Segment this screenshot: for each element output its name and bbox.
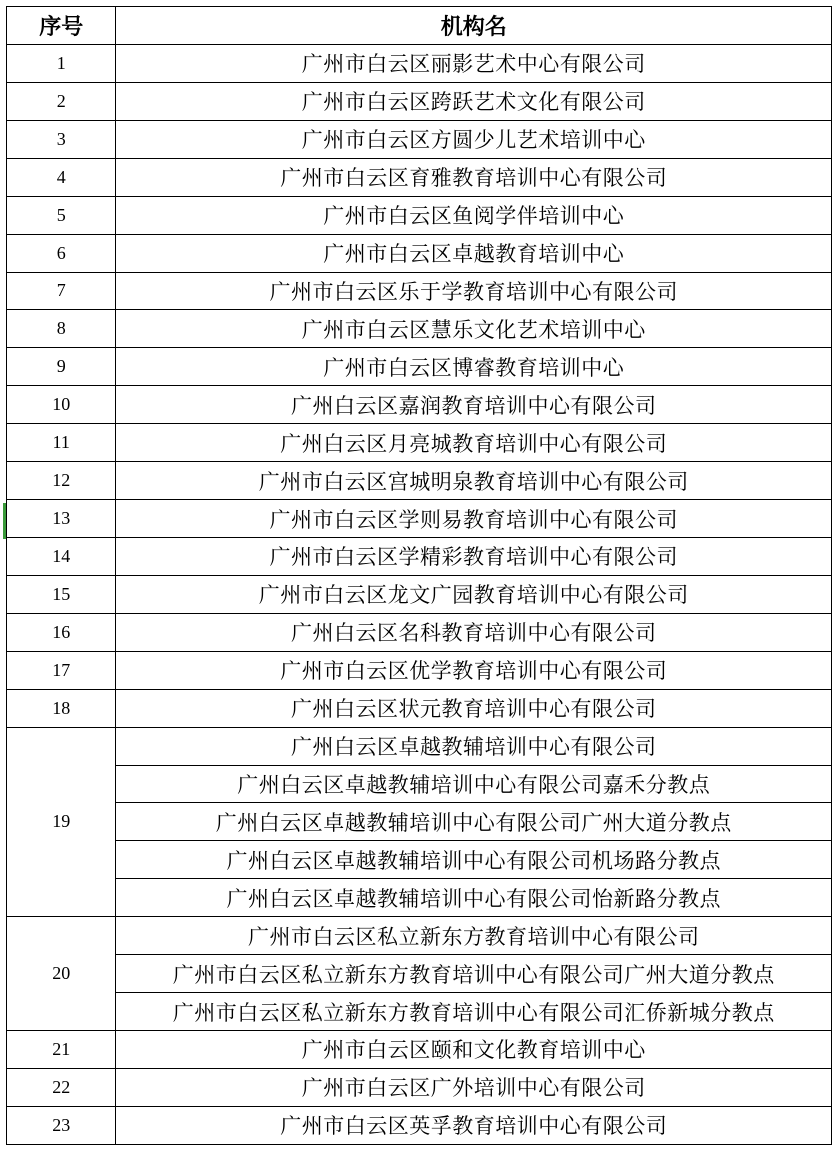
table-row bbox=[7, 765, 832, 803]
row-index-cell[interactable]: 16 bbox=[7, 613, 116, 651]
institution-name-cell[interactable]: 广州市白云区英孚教育培训中心有限公司 bbox=[116, 1106, 832, 1144]
row-index-cell[interactable]: 23 bbox=[7, 1106, 116, 1144]
table-row bbox=[7, 841, 832, 879]
institution-name-cell[interactable]: 广州市白云区宫城明泉教育培训中心有限公司 bbox=[116, 462, 832, 500]
table-row bbox=[7, 82, 832, 120]
table-row bbox=[7, 386, 832, 424]
table-row bbox=[7, 879, 832, 917]
table-row bbox=[7, 917, 832, 955]
table-row bbox=[7, 613, 832, 651]
institution-name-cell[interactable]: 广州市白云区慧乐文化艺术培训中心 bbox=[116, 310, 832, 348]
row-index-cell[interactable]: 2 bbox=[7, 82, 116, 120]
table-row bbox=[7, 234, 832, 272]
institution-name-cell[interactable]: 广州白云区嘉润教育培训中心有限公司 bbox=[116, 386, 832, 424]
table-row bbox=[7, 575, 832, 613]
institution-name-cell[interactable]: 广州白云区卓越教辅培训中心有限公司怡新路分教点 bbox=[116, 879, 832, 917]
row-index-cell[interactable]: 13 bbox=[7, 500, 116, 538]
institution-name-cell[interactable]: 广州白云区名科教育培训中心有限公司 bbox=[116, 613, 832, 651]
row-index-cell[interactable]: 22 bbox=[7, 1068, 116, 1106]
header-name[interactable]: 机构名 bbox=[116, 7, 832, 45]
institution-name-cell[interactable]: 广州市白云区方圆少儿艺术培训中心 bbox=[116, 120, 832, 158]
table-row bbox=[7, 424, 832, 462]
row-index-cell[interactable]: 14 bbox=[7, 537, 116, 575]
table-row bbox=[7, 158, 832, 196]
table-row bbox=[7, 272, 832, 310]
institution-name-cell[interactable]: 广州市白云区博睿教育培训中心 bbox=[116, 348, 832, 386]
institution-name-cell[interactable]: 广州市白云区育雅教育培训中心有限公司 bbox=[116, 158, 832, 196]
institution-name-cell[interactable]: 广州白云区卓越教辅培训中心有限公司机场路分教点 bbox=[116, 841, 832, 879]
institution-name-cell[interactable]: 广州白云区月亮城教育培训中心有限公司 bbox=[116, 424, 832, 462]
table-row bbox=[7, 803, 832, 841]
row-index-cell[interactable]: 12 bbox=[7, 462, 116, 500]
institution-name-cell[interactable]: 广州白云区卓越教辅培训中心有限公司嘉禾分教点 bbox=[116, 765, 832, 803]
institution-name-cell[interactable]: 广州市白云区学则易教育培训中心有限公司 bbox=[116, 500, 832, 538]
table-row bbox=[7, 500, 832, 538]
institution-name-cell[interactable]: 广州市白云区私立新东方教育培训中心有限公司广州大道分教点 bbox=[116, 955, 832, 993]
institution-name-cell[interactable]: 广州市白云区鱼阅学伴培训中心 bbox=[116, 196, 832, 234]
institution-name-cell[interactable]: 广州市白云区乐于学教育培训中心有限公司 bbox=[116, 272, 832, 310]
institution-name-cell[interactable]: 广州市白云区私立新东方教育培训中心有限公司汇侨新城分教点 bbox=[116, 993, 832, 1031]
row-index-cell[interactable]: 3 bbox=[7, 120, 116, 158]
row-index-cell[interactable]: 7 bbox=[7, 272, 116, 310]
row-index-cell[interactable]: 18 bbox=[7, 689, 116, 727]
header-index[interactable]: 序号 bbox=[7, 7, 116, 45]
table-row bbox=[7, 727, 832, 765]
row-index-cell[interactable]: 1 bbox=[7, 45, 116, 83]
row-index-cell[interactable]: 9 bbox=[7, 348, 116, 386]
row-index-cell[interactable]: 15 bbox=[7, 575, 116, 613]
table-row bbox=[7, 651, 832, 689]
row-index-cell[interactable]: 10 bbox=[7, 386, 116, 424]
row-index-cell[interactable]: 17 bbox=[7, 651, 116, 689]
table-row bbox=[7, 1030, 832, 1068]
institution-name-cell[interactable]: 广州市白云区优学教育培训中心有限公司 bbox=[116, 651, 832, 689]
institution-name-cell[interactable]: 广州市白云区卓越教育培训中心 bbox=[116, 234, 832, 272]
table-row bbox=[7, 537, 832, 575]
table-row bbox=[7, 310, 832, 348]
institution-name-cell[interactable]: 广州市白云区广外培训中心有限公司 bbox=[116, 1068, 832, 1106]
table-row bbox=[7, 1068, 832, 1106]
institution-table bbox=[6, 6, 832, 1145]
institution-name-cell[interactable]: 广州市白云区私立新东方教育培训中心有限公司 bbox=[116, 917, 832, 955]
row-index-cell[interactable]: 21 bbox=[7, 1030, 116, 1068]
institution-name-cell[interactable]: 广州白云区卓越教辅培训中心有限公司 bbox=[116, 727, 832, 765]
row-index-cell[interactable]: 6 bbox=[7, 234, 116, 272]
row-index-cell[interactable]: 5 bbox=[7, 196, 116, 234]
table-row bbox=[7, 45, 832, 83]
table-row bbox=[7, 1106, 832, 1144]
row-index-cell[interactable]: 11 bbox=[7, 424, 116, 462]
table-row bbox=[7, 196, 832, 234]
row-index-cell[interactable]: 20 bbox=[7, 917, 116, 1031]
table-row bbox=[7, 689, 832, 727]
row-index-cell[interactable]: 4 bbox=[7, 158, 116, 196]
institution-name-cell[interactable]: 广州白云区卓越教辅培训中心有限公司广州大道分教点 bbox=[116, 803, 832, 841]
institution-name-cell[interactable]: 广州白云区状元教育培训中心有限公司 bbox=[116, 689, 832, 727]
institution-name-cell[interactable]: 广州市白云区跨跃艺术文化有限公司 bbox=[116, 82, 832, 120]
table-row bbox=[7, 993, 832, 1031]
table-row bbox=[7, 120, 832, 158]
table-row bbox=[7, 348, 832, 386]
institution-name-cell[interactable]: 广州市白云区丽影艺术中心有限公司 bbox=[116, 45, 832, 83]
institution-name-cell[interactable]: 广州市白云区学精彩教育培训中心有限公司 bbox=[116, 537, 832, 575]
row-index-cell[interactable]: 8 bbox=[7, 310, 116, 348]
table-row bbox=[7, 462, 832, 500]
table-body bbox=[7, 45, 832, 1145]
table-row bbox=[7, 955, 832, 993]
row-index-cell[interactable]: 19 bbox=[7, 727, 116, 917]
institution-name-cell[interactable]: 广州市白云区龙文广园教育培训中心有限公司 bbox=[116, 575, 832, 613]
institution-name-cell[interactable]: 广州市白云区颐和文化教育培训中心 bbox=[116, 1030, 832, 1068]
header-row bbox=[7, 7, 832, 45]
